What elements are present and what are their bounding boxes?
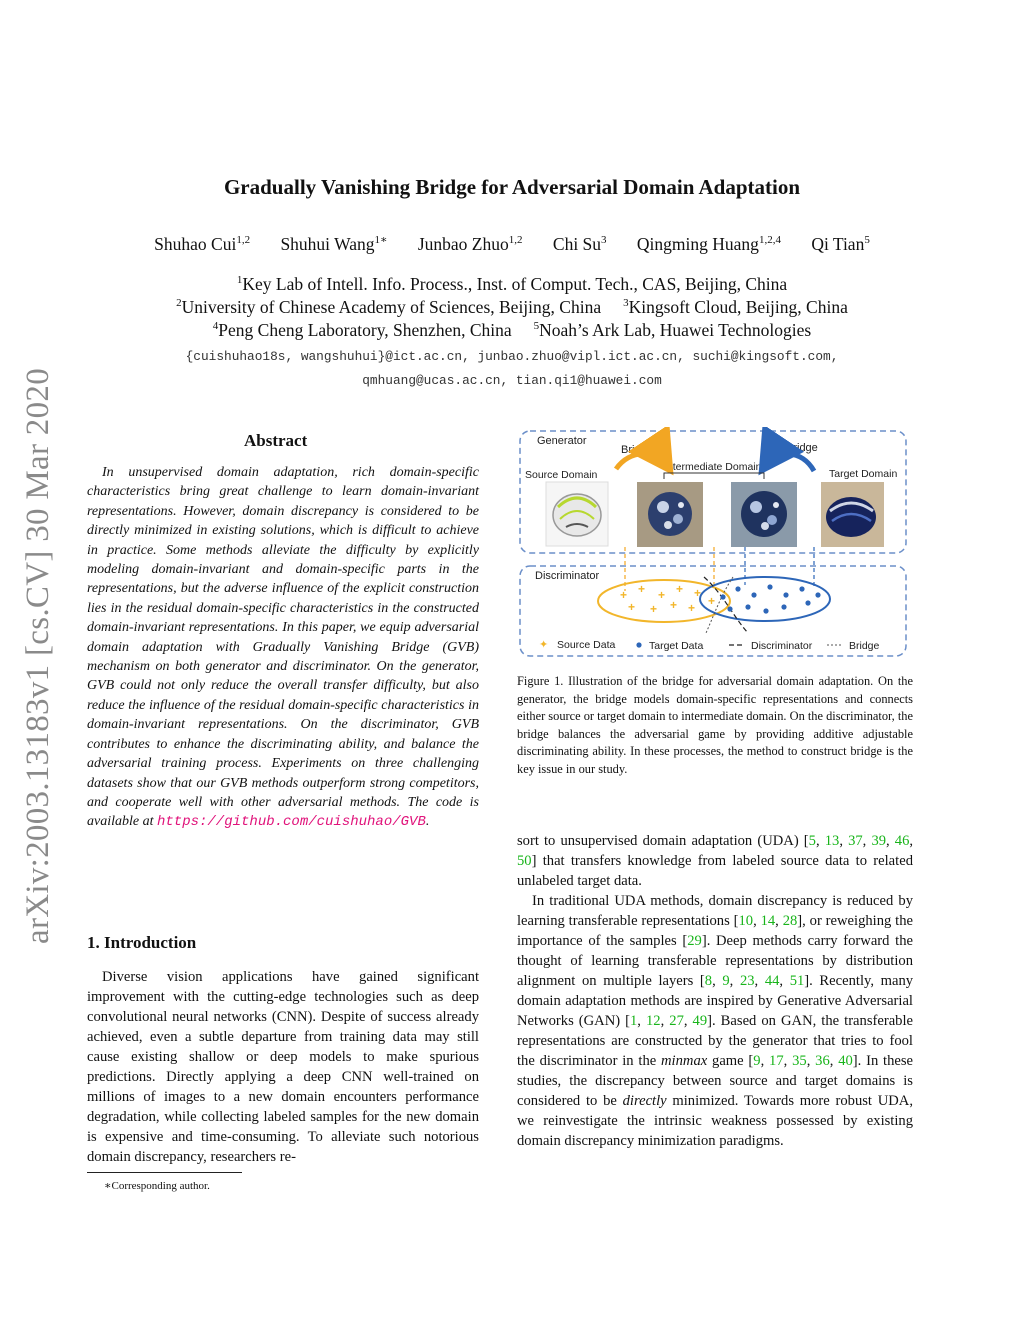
paragraph-uda-methods: In traditional UDA methods, domain discrepancy is reduced by learning transferable representations [10, 14, 28], or reweighing the importance of the samples [29]. Deep methods carry forward the thought of learning transferable representations by distribution alignment on multiple layers [8, 9, 23, 44, 51]. Recently, many domain adaptation methods are inspired by Generative Adversarial Networks (GAN) [1, 12, 27, 49]. Based on GAN, the transferable representations are constructed by the generator that tries to fool the discriminator in the minmax game [9, 17, 35, 36, 40]. In these studies, the discrepancy between source and target domains is considered to be directly minimized. Towards more robust UDA, we reinvestigate the intrinsic weakness possessed by existing domain discrepancy minimization paradigms. [517, 893, 914, 1149]
intermediate-bracket [664, 473, 764, 479]
svg-text:+: + [658, 588, 666, 602]
legend-source: Source Data [557, 639, 616, 651]
affiliation-line: $^4$Peng Cheng Laboratory, Shenzhen, China $^5$Noah’s Ark Lab, Huawei Technologies [212, 320, 812, 340]
bridge-label-left: Bridge [621, 444, 653, 456]
citation-link[interactable]: 5 [808, 833, 816, 849]
author-list [0, 233, 1024, 255]
svg-text:+: + [620, 588, 628, 602]
source-points [620, 582, 715, 616]
legend-target: Target Data [649, 640, 704, 652]
author: Shuhui Wang$^{1∗}$ [280, 233, 388, 254]
figure-illustration [518, 427, 914, 659]
svg-text:+: + [708, 594, 716, 608]
introduction-paragraph: Diverse vision applications have gained significant improvement with the cutting-edge technologies such as deep convolutional neural networks (CNN). Despite of success already achieved, even a subtle departure from training data may still cause existing shallow or deep models to make spurious predictions. Directly applying a deep CNN well-trained on millions of images to a new domain encounters performance degradation, while collecting labeled samples for the new domain is expensive and time-consuming. To alleviate such notorious domain discrepancy, researchers re- [87, 969, 479, 1165]
svg-text:+: + [676, 582, 684, 596]
footnote: ∗Corresponding author. [104, 1180, 210, 1192]
target-domain-label: Target Domain [829, 468, 898, 480]
citation-link[interactable]: 29 [687, 933, 702, 949]
abstract-heading: Abstract [244, 431, 308, 450]
citation-link[interactable]: 36 [815, 1053, 830, 1069]
citation-link[interactable]: 1 [630, 1013, 638, 1029]
figure-1 [518, 427, 914, 659]
citation-link[interactable]: 14 [760, 913, 776, 929]
affiliation-line: $^2$University of Chinese Academy of Sciences, Beijing, China $^3$Kingsoft Cloud, Beijing, China [176, 297, 848, 317]
citation-link[interactable]: 44 [764, 973, 780, 989]
citation-link[interactable]: 9 [722, 973, 730, 989]
citation-link[interactable]: 10 [738, 913, 754, 929]
citation-link[interactable]: 17 [769, 1053, 784, 1069]
email-line: {cuishuhao18s, wangshuhui}@ict.ac.cn, junbao.zhuo@vipl.ict.ac.cn, suchi@kingsoft.com, [185, 349, 839, 364]
citation-link[interactable]: 8 [704, 973, 713, 989]
svg-text:+: + [688, 601, 696, 615]
author: Qingming Huang$^{1,2,4}$ [636, 233, 781, 254]
affiliation-line: $^1$Key Lab of Intell. Info. Process., Inst. of Comput. Tech., CAS, Beijing, China [236, 274, 788, 294]
citation-link[interactable]: 13 [824, 833, 840, 849]
source-bridge-arrow [616, 454, 668, 469]
target-bridge-arrow [764, 454, 814, 471]
citation-link[interactable]: 9 [753, 1053, 761, 1069]
citation-link[interactable]: 37 [848, 833, 863, 849]
target-distribution [700, 577, 830, 621]
footnote-rule [87, 1172, 242, 1173]
emphasis: minmax [661, 1053, 708, 1069]
citation-link[interactable]: 35 [792, 1053, 807, 1069]
target-points [720, 584, 820, 613]
svg-text:+: + [670, 598, 678, 612]
source-domain-label: Source Domain [525, 469, 598, 481]
bridge-label-right: Bridge [786, 442, 818, 454]
right-column-text [517, 831, 913, 1151]
svg-text:+: + [638, 582, 646, 596]
svg-text:+: + [650, 602, 658, 616]
figure-caption: Figure 1. Illustration of the bridge for adversarial domain adaptation. On the generator, the bridge models domain-specific representations and connects either source or target domain to intermediate domain. On the discriminator, the bridge balances the adversarial game by providing additive adjustable discriminating ability. In these processes, the method to construct bridge is the key issue in our study. [517, 674, 913, 776]
paragraph-continued: sort to unsupervised domain adaptation (UDA) [5, 13, 37, 39, 46, 50] that transfers knowledge from labeled source data to related unlabeled target data. [517, 833, 914, 889]
email-line: qmhuang@ucas.ac.cn, tian.qi1@huawei.com [362, 373, 662, 388]
author: Shuhao Cui$^{1,2}$ [154, 233, 251, 254]
introduction-heading: 1. Introduction [87, 933, 197, 952]
citation-link[interactable]: 46 [894, 833, 910, 849]
svg-text:+: + [694, 586, 702, 600]
author: Junbao Zhuo$^{1,2}$ [417, 233, 523, 254]
citation-link[interactable]: 49 [692, 1013, 708, 1029]
citation-link[interactable]: 27 [669, 1013, 684, 1029]
legend-bridge: Bridge [849, 640, 880, 652]
citation-link[interactable]: 50 [517, 853, 532, 869]
author: Qi Tian$^5$ [811, 233, 870, 254]
abstract-body: In unsupervised domain adaptation, rich domain-specific characteristics bring great challenge to learn domain-invariant representations. However, domain discrepancy is considered to be directly minimized in existing solutions, which is difficult to achieve in practice. Some methods alleviate the difficulty by explicitly modeling domain-invariant and domain-specific parts in the representations, but the adverse influence of the explicit construction lies in the residual domain-specific characteristics in the constructed domain-invariant representations. In this paper, we equip adversarial domain adaptation with Gradually Vanishing Bridge (GVB) mechanism on both generator and discriminator. On the generator, GVB could not only reduce the overall transfer difficulty, but also reduce the influence of the residual domain-specific characteristics in domain-invariant representations. On the discriminator, GVB contributes to enhance the discriminating ability, and balance the adversarial training process. Experiments on three challenging datasets show that our GVB methods outperform strong competitors, and cooperate well with other adversarial methods. The code is available at https://github.com/cuishuhao/GVB. [87, 465, 479, 831]
discriminator-label: Discriminator [535, 570, 600, 582]
citation-link[interactable]: 28 [782, 913, 798, 929]
intermediate-image-2 [731, 482, 797, 547]
svg-text:✦: ✦ [539, 639, 549, 651]
citation-link[interactable]: 23 [739, 973, 755, 989]
citation-link[interactable]: 51 [789, 973, 805, 989]
source-helmet-image [546, 482, 608, 546]
target-helmet-image [821, 482, 884, 547]
intermediate-image-1 [637, 482, 703, 547]
paper-title: Gradually Vanishing Bridge for Adversarial Domain Adaptation [223, 175, 801, 199]
intermediate-domain-label: Intermediate Domain [664, 461, 762, 473]
citation-link[interactable]: 40 [838, 1053, 853, 1069]
author: Chi Su$^3$ [552, 233, 607, 254]
legend-discriminator: Discriminator [751, 640, 813, 652]
citation-link[interactable]: 12 [645, 1013, 661, 1029]
emphasis: directly [622, 1093, 667, 1109]
code-link[interactable]: https://github.com/cuishuhao/GVB [157, 814, 426, 831]
citation-link[interactable]: 39 [871, 833, 887, 849]
arxiv-identifier: arXiv:2003.13183v1 [cs.CV] 30 Mar 2020 [20, 368, 56, 944]
svg-text:+: + [628, 600, 636, 614]
figure-legend [539, 639, 880, 652]
generator-label: Generator [537, 435, 587, 447]
